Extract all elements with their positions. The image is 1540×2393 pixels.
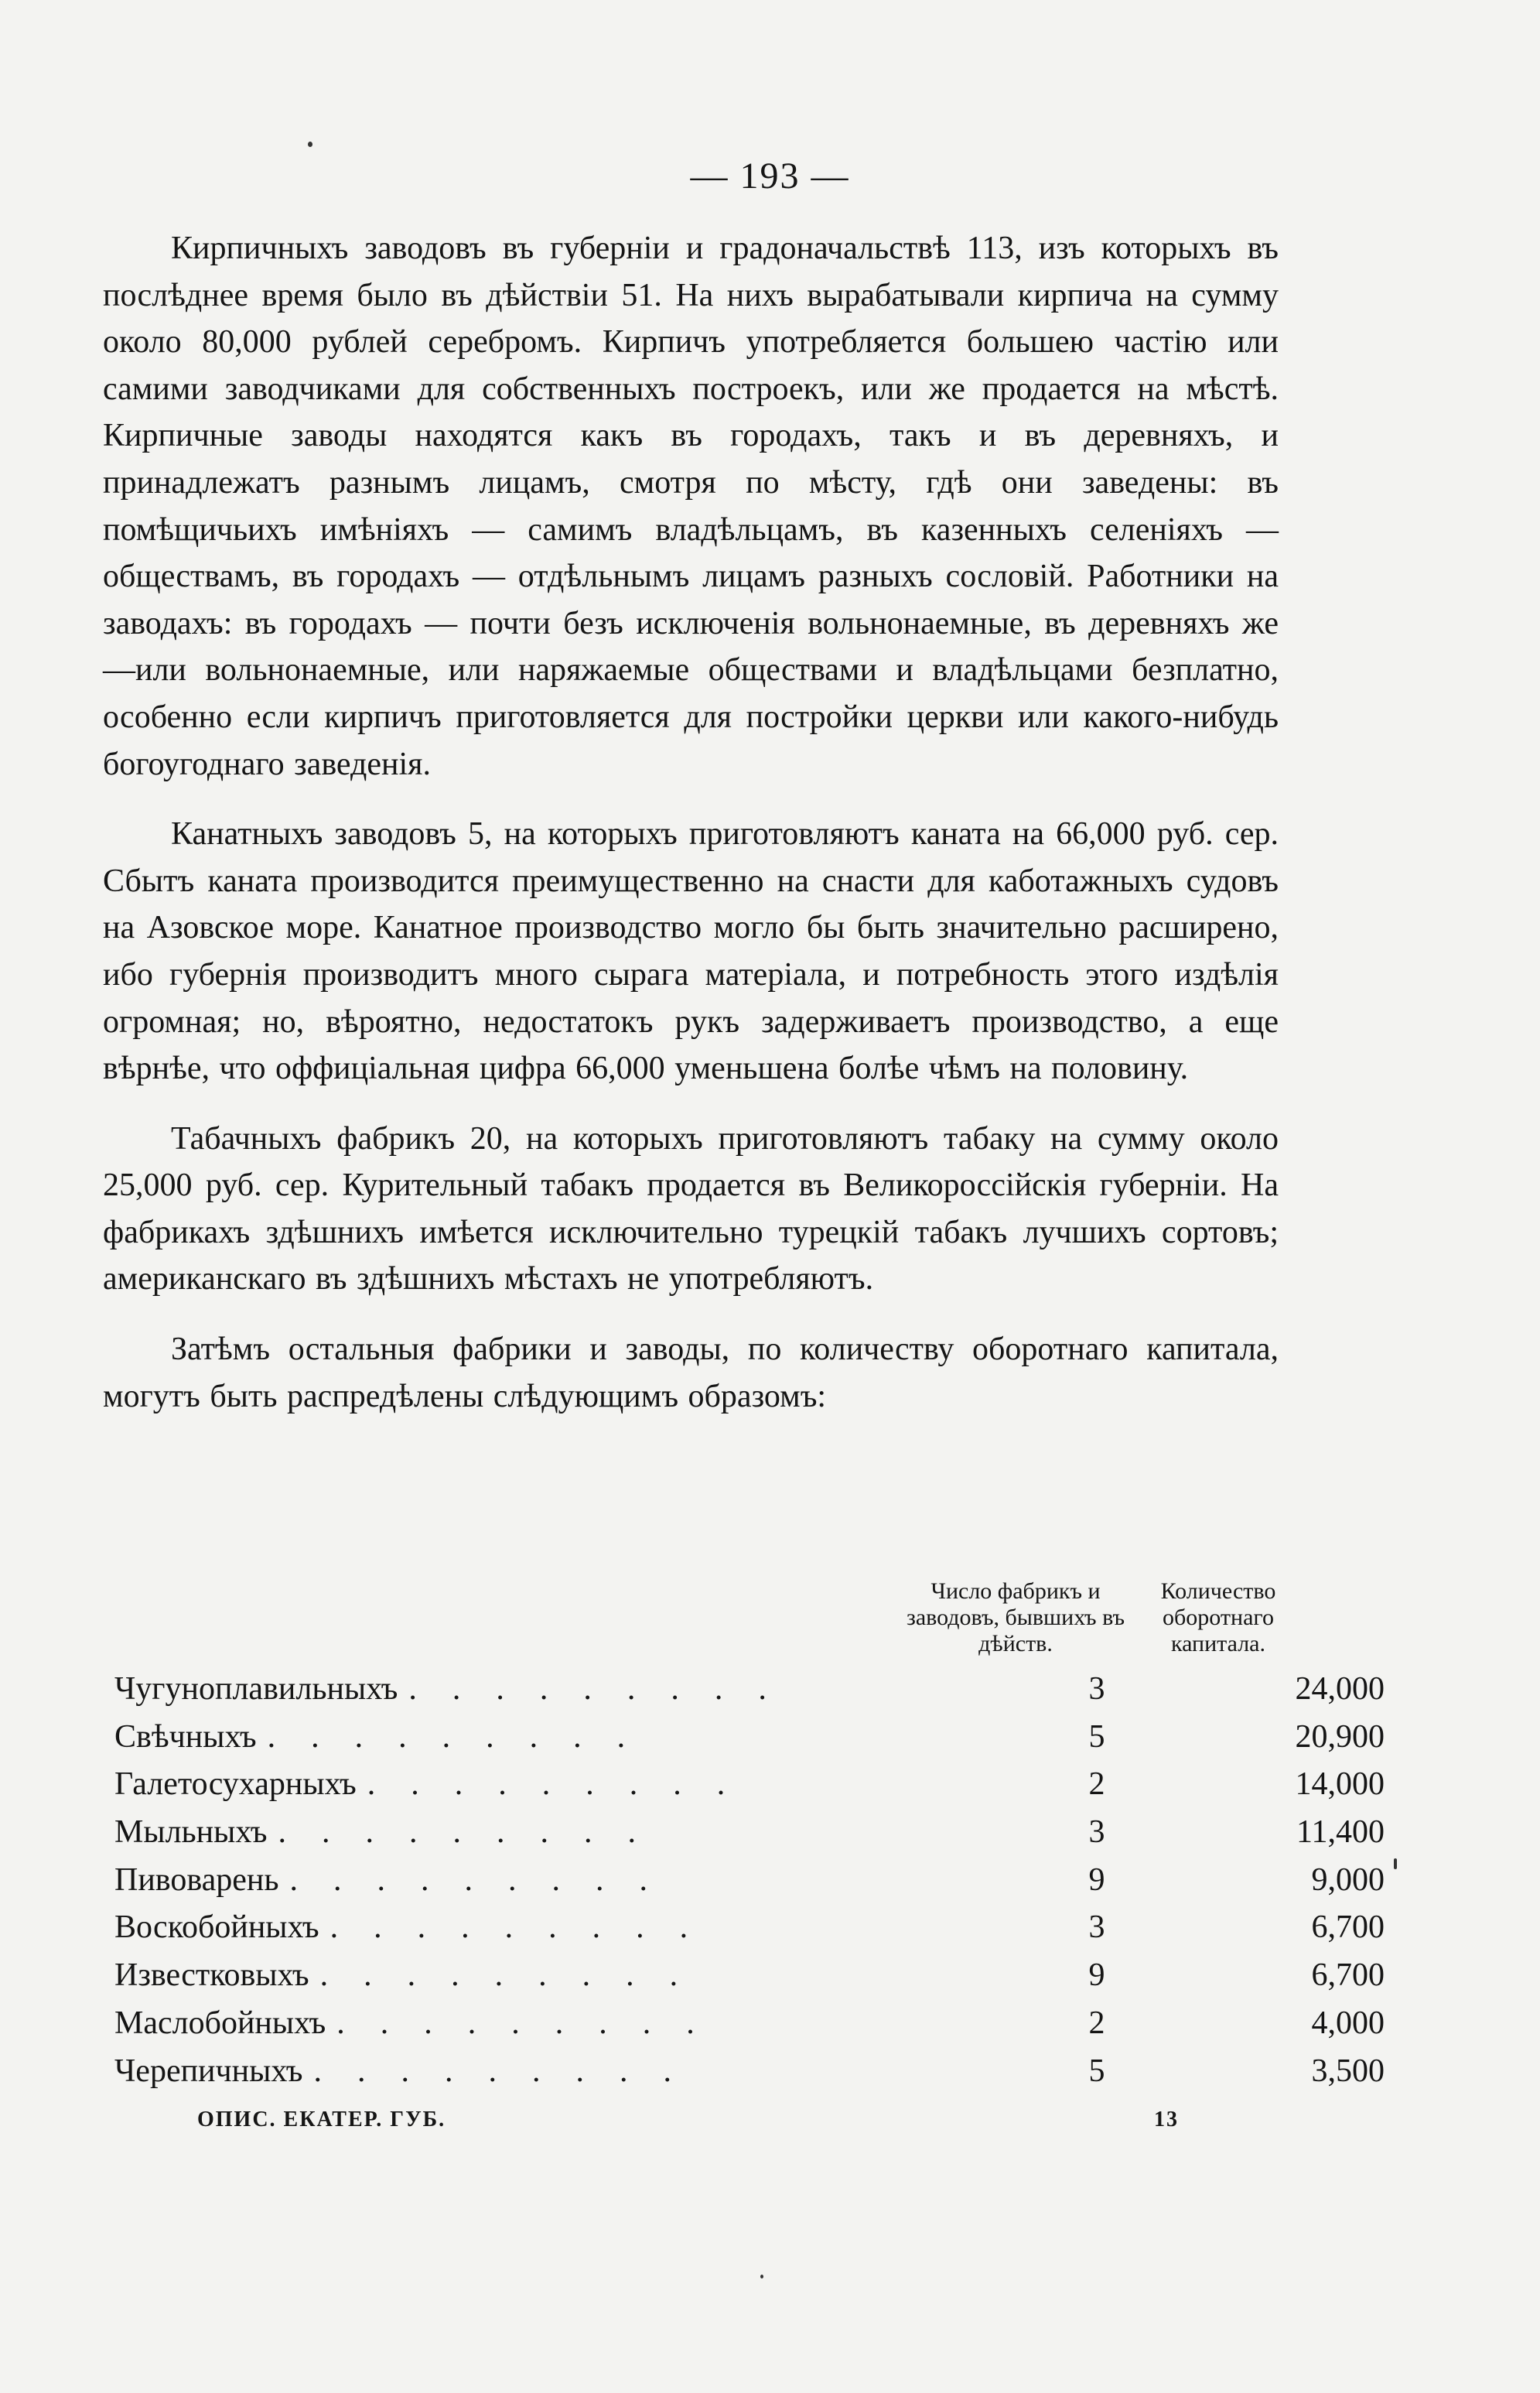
leader-dots: .........	[267, 1718, 661, 1755]
row-count: 2	[1088, 1766, 1105, 1803]
row-name: Маслобойныхъ	[114, 2005, 326, 2041]
table-row	[114, 1666, 1385, 1714]
row-name: Воскобойныхъ	[114, 1909, 319, 1946]
leader-dots: .........	[289, 1861, 684, 1898]
row-capital: 3,500	[1311, 2053, 1385, 2089]
row-capital: 9,000	[1311, 1861, 1385, 1898]
leader-dots: .........	[313, 2053, 707, 2089]
row-count: 3	[1088, 1909, 1105, 1946]
row-capital: 6,700	[1311, 1909, 1385, 1946]
table-row	[114, 2000, 1385, 2048]
page-number: — 193 —	[690, 156, 850, 197]
body-text	[103, 225, 1279, 1443]
row-count: 9	[1088, 1957, 1105, 1994]
table-row	[114, 1904, 1385, 1952]
row-count: 2	[1088, 2005, 1105, 2041]
row-name: Пивоварень	[114, 1861, 279, 1898]
leader-dots: .........	[330, 1909, 724, 1946]
row-capital: 14,000	[1295, 1766, 1385, 1803]
ink-speck	[1394, 1858, 1397, 1869]
paragraph-ropes: Канатныхъ заводовъ 5, на которыхъ приготовляютъ каната на 66,000 руб. сер. Сбытъ каната производится преимущественно на снасти для каботажныхъ судовъ на Азовское море. Канатное производство могло бы быть значительно расширено, ибо губернія производитъ много сырага матеріала, и потребность этого издѣлія огромная; но, вѣроятно, недостатокъ рукъ задерживаетъ производство, а еще вѣрнѣе, что оффиціальная цифра 66,000 уменьшена болѣе чѣмъ на половину.	[103, 816, 1279, 1087]
row-name: Свѣчныхъ	[114, 1718, 257, 1755]
paragraph-bricks: Кирпичныхъ заводовъ въ губерніи и градоначальствѣ 113, изъ которыхъ въ послѣднее время было въ дѣйствіи 51. На нихъ вырабатывали кирпича на сумму около 80,000 рублей серебромъ. Кирпичъ употребляется большею частію или самими заводчиками для собственныхъ построекъ, или же продается на мѣстѣ. Кирпичные заводы находятся какъ въ городахъ, такъ и въ деревняхъ, и принадлежатъ разнымъ лицамъ, смотря по мѣсту, гдѣ они заведены: въ помѣщичьихъ имѣніяхъ — самимъ владѣльцамъ, въ казенныхъ селеніяхъ — обществамъ, въ городахъ — отдѣльнымъ лицамъ разныхъ сословій. Работники на заводахъ: въ городахъ — почти безъ исключенія вольнонаемные, въ деревняхъ же—или вольнонаемные, или наряжаемые обществами и владѣльцами безплатно, особенно если кирпичъ приготовляется для постройки церкви или какого-нибудь богоугоднаго заведенія.	[103, 231, 1279, 782]
ink-speck	[760, 2275, 763, 2278]
row-name: Галетосухарныхъ	[114, 1766, 357, 1803]
table-row	[114, 1761, 1385, 1809]
row-name: Мыльныхъ	[114, 1814, 268, 1851]
table-row	[114, 1714, 1385, 1762]
leader-dots: .........	[319, 1957, 714, 1994]
running-title: ОПИС. ЕКАТЕР. ГУБ.	[197, 2108, 446, 2131]
factories-table	[114, 1666, 1385, 2095]
paragraph-tobacco: Табачныхъ фабрикъ 20, на которыхъ приготовляютъ табаку на сумму около 25,000 руб. сер. Курительный табакъ продается въ Великороссійскія губерніи. На фабрикахъ здѣшнихъ имѣется исключительно турецкій табакъ лучшихъ сортовъ; американскаго въ здѣшнихъ мѣстахъ не употребляютъ.	[103, 1120, 1279, 1297]
row-count: 5	[1088, 2053, 1105, 2089]
row-capital: 11,400	[1296, 1814, 1385, 1851]
table-row	[114, 1952, 1385, 2000]
paragraph-intro-table: Затѣмъ остальныя фабрики и заводы, по количеству оборотнаго капитала, могутъ быть распредѣлены слѣдующимъ образомъ:	[103, 1332, 1279, 1414]
row-count: 5	[1088, 1718, 1105, 1755]
leader-dots: .........	[408, 1671, 802, 1707]
row-name: Чугуноплавильныхъ	[114, 1671, 398, 1707]
leader-dots: .........	[278, 1814, 671, 1851]
page-footer	[197, 2108, 1280, 2132]
leader-dots: .........	[367, 1766, 761, 1803]
row-capital: 4,000	[1311, 2005, 1385, 2041]
row-capital: 20,900	[1295, 1718, 1385, 1755]
row-capital: 24,000	[1295, 1671, 1385, 1707]
signature-mark: 13	[1154, 2108, 1179, 2131]
column-header-capital: Количество оборотнаго капитала.	[1160, 1578, 1276, 1656]
table-row	[114, 1809, 1385, 1857]
row-count: 3	[1088, 1671, 1105, 1707]
ink-speck	[308, 142, 312, 147]
row-count: 3	[1088, 1814, 1105, 1851]
row-count: 9	[1088, 1861, 1105, 1898]
table-row	[114, 2048, 1385, 2096]
leader-dots: .........	[336, 2005, 730, 2041]
row-capital: 6,700	[1311, 1957, 1385, 1994]
table-row	[114, 1857, 1385, 1905]
row-name: Известковыхъ	[114, 1957, 309, 1994]
column-header-count: Число фабрикъ и заводовъ, бывшихъ въ дѣйств.	[907, 1578, 1125, 1656]
row-name: Черепичныхъ	[114, 2053, 303, 2089]
